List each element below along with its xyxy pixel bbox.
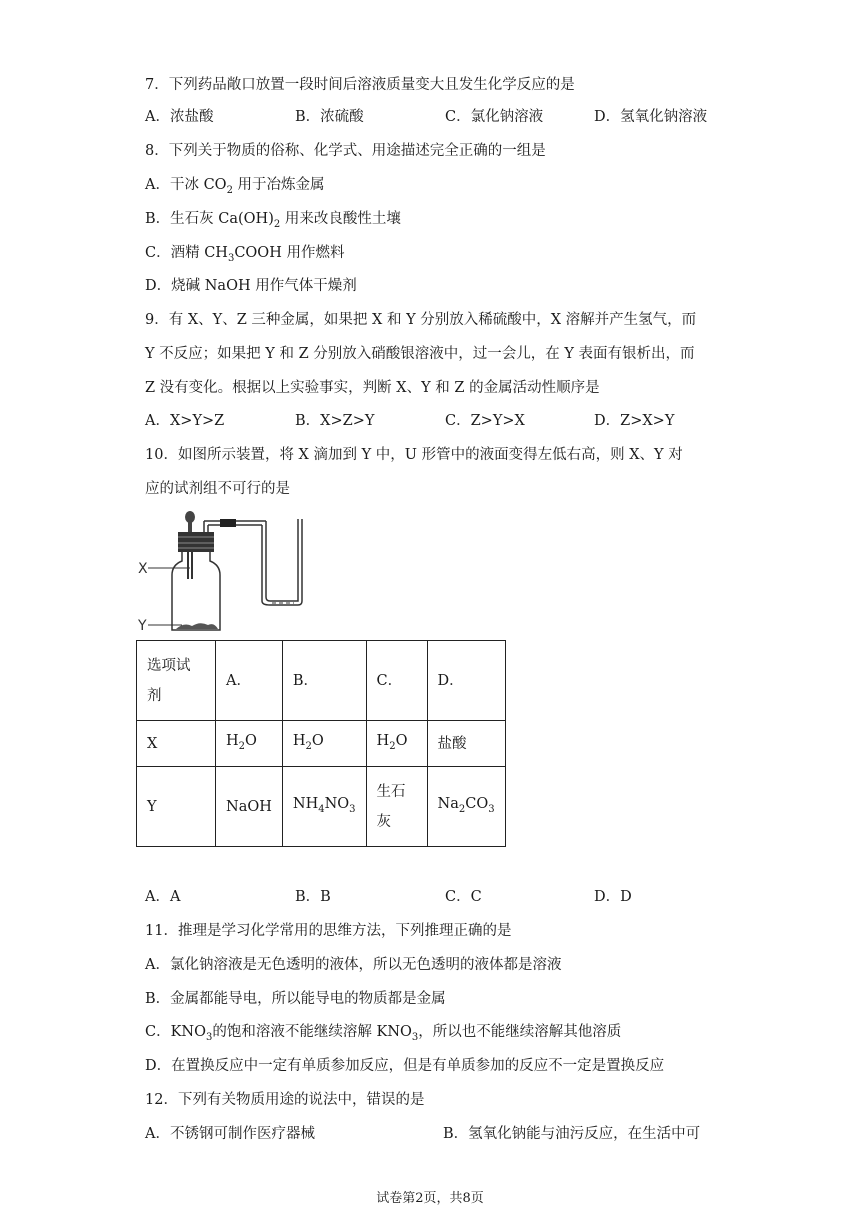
q10-stem-line2: 应的试剂组不可行的是	[145, 481, 290, 497]
q9-stem-line1: 9．有 X、Y、Z 三种金属，如果把 X 和 Y 分别放入稀硫酸中，X 溶解并产生氢气，而	[145, 312, 697, 328]
table-cell: $Na_2CO_3$	[427, 767, 505, 847]
table-cell: 生石 灰	[366, 767, 427, 847]
table-row	[137, 721, 506, 767]
q10-option-c: C．C	[445, 889, 482, 905]
solid-y	[176, 623, 218, 629]
q11-option-a: A．氯化钠溶液是无色透明的液体，所以无色透明的液体都是溶液	[145, 957, 562, 973]
table-header-cell: C．	[366, 641, 427, 721]
q7-stem: 7．下列药品敞口放置一段时间后溶液质量变大且发生化学反应的是	[145, 77, 575, 93]
table-header-cell: D．	[427, 641, 505, 721]
q11-stem: 11．推理是学习化学常用的思维方法，下列推理正确的是	[145, 923, 512, 939]
q10-option-b: B．B	[295, 889, 331, 905]
table-cell: $H_2O$	[216, 721, 283, 767]
table-header-cell: 选项试 剂	[137, 641, 216, 721]
q12-option-b: B．氢氧化钠能与油污反应，在生活中可	[443, 1126, 701, 1142]
q11-option-d: D．在置换反应中一定有单质参加反应，但是有单质参加的反应不一定是置换反应	[145, 1058, 665, 1074]
table-cell: X	[137, 721, 216, 767]
q10-stem-line1: 10．如图所示装置，将 X 滴加到 Y 中，U 形管中的液面变得左低右高，则 X、Y 对	[145, 447, 683, 463]
q11-option-c: C．$KNO_3$的饱和溶液不能继续溶解 $KNO_3$，所以也不能继续溶解其他溶质	[145, 1024, 622, 1043]
q8-stem: 8．下列关于物质的俗称、化学式、用途描述完全正确的一组是	[145, 143, 546, 159]
q8-option-b: B．生石灰 $Ca(OH)_2$ 用来改良酸性土壤	[145, 211, 401, 230]
q7-option-c: C．氯化钠溶液	[445, 109, 544, 125]
dropper-bulb	[185, 511, 195, 523]
page-footer: 试卷第2页，共8页	[376, 1191, 484, 1206]
q8-option-c: C．酒精 $CH_3COOH$ 用作燃料	[145, 245, 345, 264]
q8-option-a: A．干冰 $CO_2$ 用于冶炼金属	[145, 177, 325, 196]
q10-option-a: A．A	[145, 889, 181, 905]
q9-option-b: B．X>Z>Y	[295, 413, 375, 429]
q9-option-a: A．X>Y>Z	[145, 413, 225, 429]
q11-option-b: B．金属都能导电，所以能导电的物质都是金属	[145, 991, 446, 1007]
rubber-connector	[220, 519, 236, 527]
reagent-table	[136, 640, 506, 847]
q9-stem-line2: Y 不反应；如果把 Y 和 Z 分别放入硝酸银溶液中，过一会儿，在 Y 表面有银析出，而	[145, 346, 695, 362]
wide-mouth-bottle	[172, 552, 220, 630]
q9-stem-line3: Z 没有变化。根据以上实验事实，判断 X、Y 和 Z 的金属活动性顺序是	[145, 380, 600, 396]
table-cell: Y	[137, 767, 216, 847]
q9-option-d: D．Z>X>Y	[594, 413, 675, 429]
experiment-apparatus-figure	[138, 505, 318, 635]
label-x: X	[138, 561, 148, 577]
q12-option-a: A．不锈钢可制作医疗器械	[145, 1126, 315, 1142]
label-y: Y	[138, 618, 147, 634]
table-header-cell: A．	[216, 641, 283, 721]
table-cell: $NH_4NO_3$	[282, 767, 366, 847]
q8-option-d: D．烧碱 NaOH 用作气体干燥剂	[145, 278, 357, 294]
table-cell: NaOH	[216, 767, 283, 847]
q7-option-b: B．浓硫酸	[295, 109, 364, 125]
table-cell: 盐酸	[427, 721, 505, 767]
table-row	[137, 767, 506, 847]
table-row	[137, 641, 506, 721]
q7-option-a: A．浓盐酸	[145, 109, 214, 125]
table-cell: $H_2O$	[366, 721, 427, 767]
u-tube	[266, 519, 298, 601]
rubber-stopper	[178, 532, 214, 552]
q9-option-c: C．Z>Y>X	[445, 413, 525, 429]
table-header-cell: B．	[282, 641, 366, 721]
q10-option-d: D．D	[594, 889, 632, 905]
q7-option-d: D．氢氧化钠溶液	[594, 109, 708, 125]
table-cell: $H_2O$	[282, 721, 366, 767]
q12-stem: 12．下列有关物质用途的说法中，错误的是	[145, 1092, 425, 1108]
